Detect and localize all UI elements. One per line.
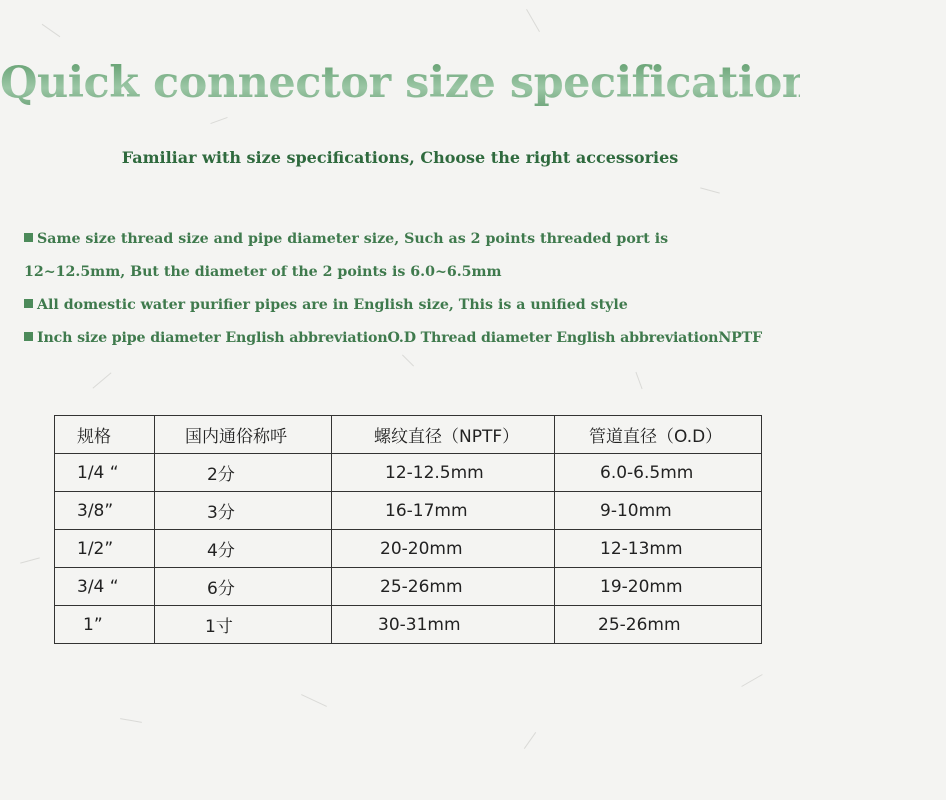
table-cell: 30-31mm <box>332 606 555 644</box>
note-text: 12~12.5mm, But the diameter of the 2 points is 6.0~6.5mm <box>24 264 502 280</box>
header-cell: 国内通俗称呼 <box>155 416 332 454</box>
table-cell: 9-10mm <box>555 492 762 530</box>
table-cell: 4分 <box>155 530 332 568</box>
table-cell: 16-17mm <box>332 492 555 530</box>
note-text: Inch size pipe diameter English abbreviationO.D Thread diameter English abbreviationNPTF <box>37 330 763 346</box>
table-cell: 1/4 “ <box>55 454 155 492</box>
table-cell: 25-26mm <box>555 606 762 644</box>
table-cell: 1” <box>55 606 155 644</box>
table-cell: 6分 <box>155 568 332 606</box>
table-row <box>55 606 762 644</box>
header-cell: 规格 <box>55 416 155 454</box>
square-bullet-icon <box>24 233 33 242</box>
table-cell: 2分 <box>155 454 332 492</box>
table-cell: 1/2” <box>55 530 155 568</box>
table-cell: 3/8” <box>55 492 155 530</box>
table-row <box>55 492 762 530</box>
table-cell: 20-20mm <box>332 530 555 568</box>
header-cell: 管道直径（O.D） <box>555 416 762 454</box>
header-cell: 螺纹直径（NPTF） <box>332 416 555 454</box>
table-row <box>55 454 762 492</box>
note-line <box>24 330 762 346</box>
page-subtitle: Familiar with size specifications, Choose the right accessories <box>121 148 679 167</box>
table-row <box>55 568 762 606</box>
table-cell: 25-26mm <box>332 568 555 606</box>
table-cell: 12-13mm <box>555 530 762 568</box>
table-row <box>55 530 762 568</box>
table-cell: 19-20mm <box>555 568 762 606</box>
note-text: All domestic water purifier pipes are in English size, This is a unified style <box>37 297 628 313</box>
table-cell: 6.0-6.5mm <box>555 454 762 492</box>
table-cell: 3/4 “ <box>55 568 155 606</box>
note-line <box>24 231 668 247</box>
square-bullet-icon <box>24 299 33 308</box>
page-title: Quick connector size specification table <box>0 58 946 108</box>
note-text: Same size thread size and pipe diameter size, Such as 2 points threaded port is <box>37 231 669 247</box>
table-cell: 12-12.5mm <box>332 454 555 492</box>
note-line <box>24 297 628 313</box>
table-cell: 1寸 <box>155 606 332 644</box>
square-bullet-icon <box>24 332 33 341</box>
size-spec-table <box>54 415 762 644</box>
note-line <box>24 264 502 280</box>
table-header-row <box>55 416 762 454</box>
table-cell: 3分 <box>155 492 332 530</box>
